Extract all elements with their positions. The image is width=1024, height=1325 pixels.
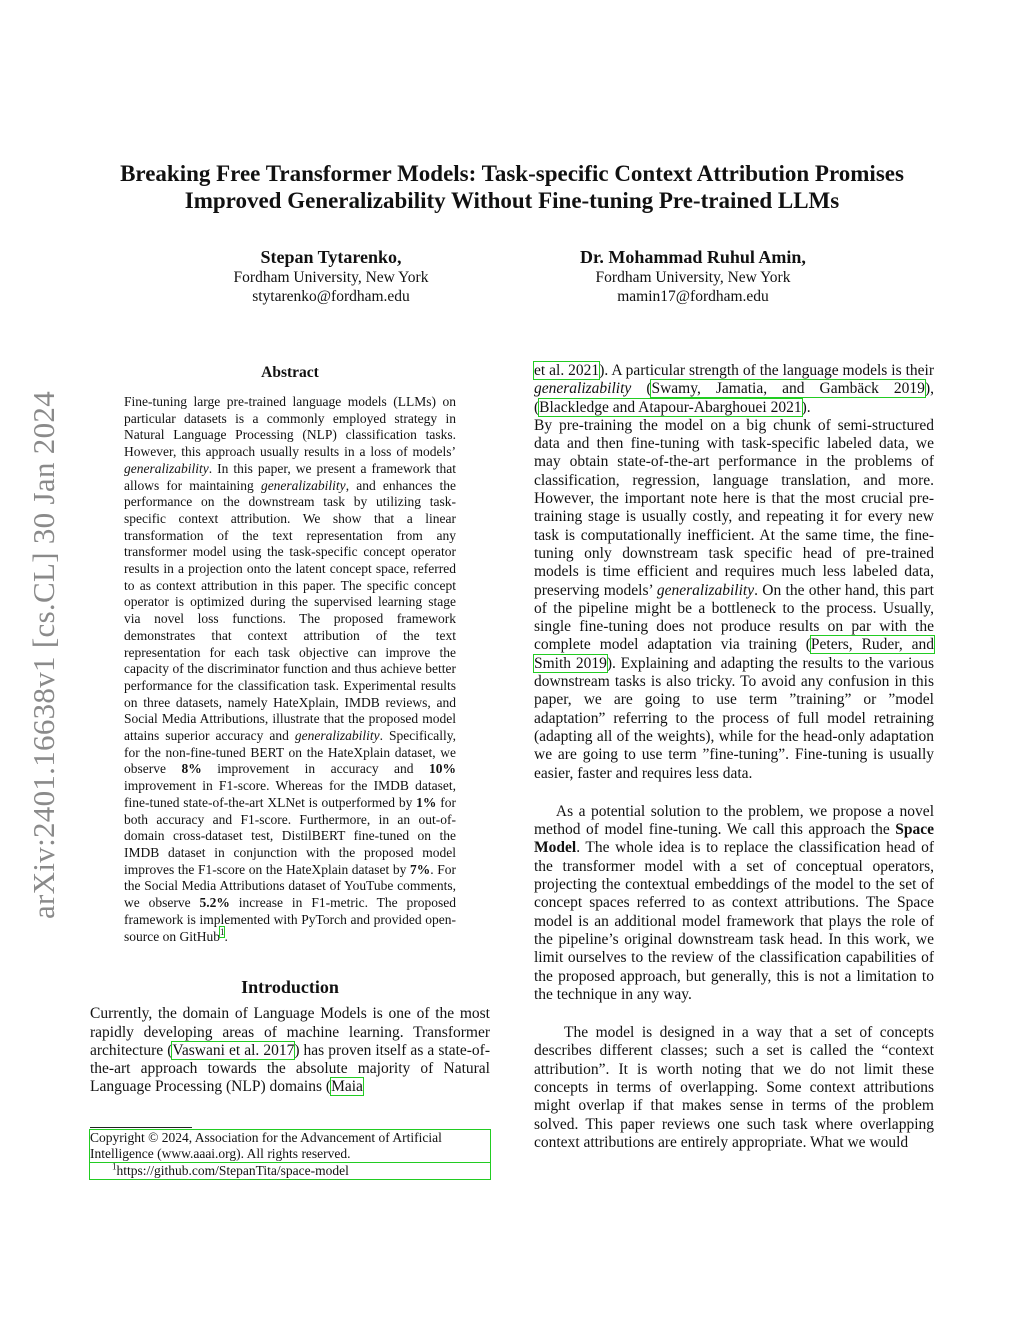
title-line-1: Breaking Free Transformer Models: Task-specific Context Attribution Promises — [120, 161, 904, 186]
introduction-paragraph-1-continued — [534, 362, 934, 417]
abstract-bold-number: 1% — [416, 794, 437, 810]
abstract-span: Fine-tuning large pre-trained language models (LLMs) on particular datasets is a commonly employed strategy in Natural Language Processing (NLP) classification tasks. However, this approach usually results in a loss of models’ — [124, 394, 456, 460]
body-emphasis: generalizability — [534, 380, 632, 398]
abstract-emphasis: generalizability — [294, 728, 380, 744]
citation-link[interactable]: Blackledge and Atapour-Abarghouei 2021 — [539, 398, 802, 416]
footnote-mark: 1 — [112, 1161, 117, 1172]
author-affiliation: Fordham University, New York — [233, 269, 429, 286]
abstract-span: improvement in accuracy and — [201, 761, 430, 777]
body-span: ), ( — [534, 380, 934, 416]
arxiv-identifier-text: arXiv:2401.16638v1 [cs.CL] 30 Jan 2024 — [26, 390, 61, 919]
copyright-notice[interactable]: Copyright © 2024, Association for the Advancement of Artificial Intelligence (www.aaai.org). All rights reserved. — [90, 1130, 490, 1162]
abstract-emphasis: generalizability — [124, 460, 209, 476]
abstract-span: , and enhances the performance on the downstream task by utilizing task-specific context attribution. We show that a linear transformation of the text representation from any transformer model using the task-specific concept operator results in a projection onto the latent concept space, referred to as context attribution in this paper. The specific concept operator is optimized during the supervised learning stage via novel loss functions. The proposed framework demonstrates that context attribution of the text representation for each task objective can improve the capacity of the discriminator function and thus achieve better performance for the classification task. Experimental results on three datasets, namely HateXplain, IMDB reviews, and Social Media Attributions, illustrate that the proposed model attains superior accuracy and — [124, 477, 456, 744]
body-span: . On the other hand, this part of the pipeline might be a bottleneck to the process. Usually, single fine-tuning does not produce results on par with the complete model adaptation via training ( — [534, 581, 934, 654]
body-span: ). Explaining and adapting the results to the various downstream tasks is also tricky. To avoid any confusion in this paper, we are going to use term ”training” or ”model adaptation” referring to the process of full model retraining (adapting all of the weights), while for the head-only adaptation we are going to use term ”fine-tuning”. Fine-tuning is usually easier, faster and requires less data. — [534, 654, 934, 782]
author-block-1 — [161, 246, 501, 306]
citation-link[interactable]: Swamy, Jamatia, and Gambäck 2019 — [651, 380, 925, 398]
paper-title — [90, 160, 934, 214]
citation-link[interactable]: Vaswani et al. 2017 — [172, 1041, 295, 1059]
citation-link[interactable]: et al. 2021 — [534, 362, 600, 379]
abstract-bold-number: 10% — [429, 761, 457, 777]
author-email: stytarenko@fordham.edu — [252, 288, 410, 305]
footnote-rule — [90, 1127, 192, 1128]
right-column — [534, 362, 934, 1152]
abstract-span: . Specifically, for the non-fine-tuned BERT on the HateXplain dataset, we observe — [124, 728, 456, 777]
abstract-bold-number: 5.2% — [199, 895, 230, 911]
body-span: As a potential solution to the problem, we propose a novel method of model fine-tuning. We call this approach the — [534, 802, 934, 839]
arxiv-identifier-sidebar — [28, 362, 60, 947]
introduction-paragraph-3 — [534, 803, 934, 1004]
citation-link[interactable]: Peters, Ruder, and Smith 2019 — [534, 636, 934, 672]
left-column — [90, 362, 490, 1097]
title-line-2: Improved Generalizability Without Fine-tuning Pre-trained LLMs — [184, 188, 840, 213]
body-bold: Space Model — [534, 821, 934, 857]
abstract-span: . For the Social Media Attributions dataset of YouTube comments, we observe — [124, 861, 456, 911]
body-span: Currently, the domain of Language Models is one of the most rapidly developing areas of machine learning. Transformer architecture ( — [90, 1005, 490, 1059]
author-name: Dr. Mohammad Ruhul Amin, — [580, 247, 806, 267]
footnote-link[interactable]: 1 — [219, 927, 225, 937]
introduction-paragraph-1 — [90, 1005, 490, 1096]
footnote-url: https://github.com/StepanTita/space-model — [116, 1163, 349, 1178]
abstract-bold-number: 8% — [181, 761, 202, 777]
body-span: ) has proven itself as a state-of-the-art approach towards the absolute majority of Natural Language Processing (NLP) domains ( — [90, 1041, 490, 1096]
author-affiliation: Fordham University, New York — [595, 269, 791, 286]
abstract-span: for both accuracy and F1-score. Furthermore, in an out-of-domain cross-dataset test, DistilBERT fine-tuned on the IMDB dataset in conjunction with the proposed model improves the F1-score on the HateXplain dataset by — [124, 794, 456, 877]
body-span: ). A particular strength of the language models is their — [599, 362, 935, 379]
abstract-span: . — [224, 928, 228, 944]
body-span: ( — [631, 380, 652, 398]
body-span: ). — [801, 398, 811, 416]
author-email: mamin17@fordham.edu — [617, 288, 769, 305]
introduction-paragraph-4 — [534, 1024, 934, 1152]
abstract-span: improvement in F1-score. Whereas for the IMDB dataset, fine-tuned state-of-the-art XLNet is outperformed by — [124, 778, 456, 810]
introduction-heading: Introduction — [241, 977, 339, 998]
abstract-heading: Abstract — [261, 364, 319, 381]
abstract-span: . In this paper, we present a framework that allows for maintaining — [124, 460, 456, 493]
abstract-emphasis: generalizability — [260, 477, 346, 493]
body-emphasis: generalizability — [656, 581, 755, 599]
footnotes — [90, 1130, 490, 1179]
abstract-bold-number: 7% — [410, 861, 431, 877]
introduction-paragraph-2 — [534, 417, 934, 783]
citation-link[interactable]: Maia — [331, 1078, 363, 1096]
abstract-span: increase in F1-metric. The proposed framework is implemented with PyTorch and provided open-source on GitHub — [124, 895, 456, 944]
body-span: The model is designed in a way that a set of concepts describes different classes; such a set is called the “context attribution”. It is worth noting that we do not limit these concepts in terms of overlapping. Some context attributions might overlap if that makes sense in terms of the problem solved. This paper reviews one such task where overlapping context attributions are entirely appropriate. What we would — [534, 1024, 935, 1151]
footnote-1[interactable] — [90, 1163, 490, 1179]
body-span: . The whole idea is to replace the classification head of the transformer model with a set of conceptual operators, projecting the contextual embeddings of the model to the set of concept spaces referred to as context attributions. The Space model is an additional model framework that plays the role of the pipeline’s original downstream task head. In this work, we limit ourselves to the review of the classification capabilities of the proposed approach, but generally, this is not a limitation to the technique in any way. — [534, 839, 934, 1003]
author-name: Stepan Tytarenko, — [260, 247, 402, 267]
author-block-2 — [523, 246, 863, 306]
abstract-text — [124, 394, 456, 945]
body-span: By pre-training the model on a big chunk of semi-structured data and then fine-tuning with task-specific labeled data, we may obtain state-of-the-art performance in the problems of classification, regression, language translation, and more. However, the important note here is that the most crucial pre-training stage is usually costly, and repeating it for every new task is computationally inefficient. At the same time, the fine-tuning only downstream task specific head of pre-trained models is time efficient and requires much less labeled data, preserving models’ — [534, 416, 934, 599]
